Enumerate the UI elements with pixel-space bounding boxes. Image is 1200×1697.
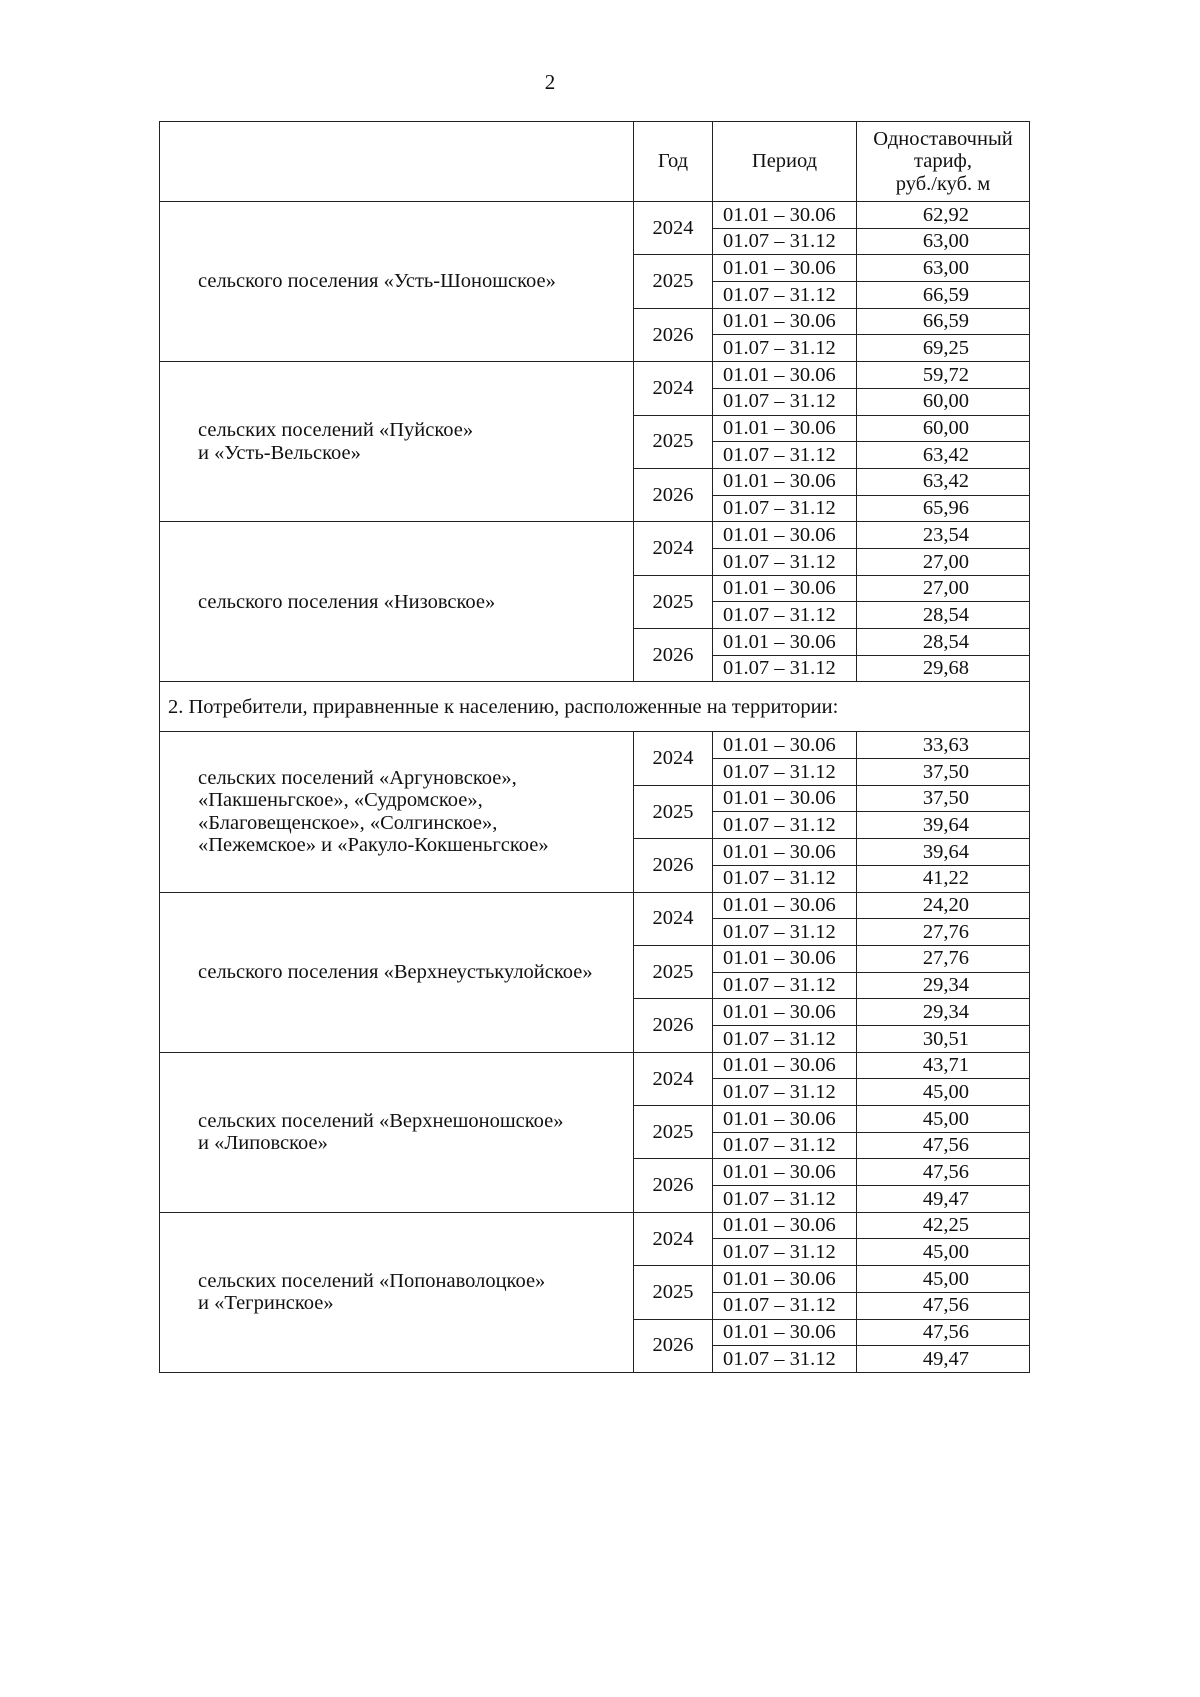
section-title: 2. Потребители, приравненные к населению, расположенные на территории: xyxy=(160,682,1030,732)
period-cell: 01.07 – 31.12 xyxy=(713,495,857,522)
table-row xyxy=(160,732,1030,759)
year-cell: 2024 xyxy=(634,362,713,415)
tariff-value-cell: 39,64 xyxy=(857,839,1030,866)
period-cell: 01.01 – 30.06 xyxy=(713,999,857,1026)
tariff-value-cell: 47,56 xyxy=(857,1319,1030,1346)
tariff-value-cell: 37,50 xyxy=(857,785,1030,812)
tariff-value-cell: 60,00 xyxy=(857,388,1030,415)
tariff-value-cell: 27,00 xyxy=(857,575,1030,602)
header-name-cell xyxy=(160,122,634,202)
period-cell: 01.07 – 31.12 xyxy=(713,972,857,999)
year-cell: 2024 xyxy=(634,892,713,945)
period-cell: 01.01 – 30.06 xyxy=(713,575,857,602)
year-cell: 2026 xyxy=(634,308,713,361)
settlement-name: сельского поселения «Усть-Шоношское» xyxy=(160,202,634,362)
tariff-value-cell: 27,76 xyxy=(857,919,1030,946)
period-cell: 01.07 – 31.12 xyxy=(713,655,857,682)
tariff-value-cell: 28,54 xyxy=(857,629,1030,656)
period-cell: 01.07 – 31.12 xyxy=(713,335,857,362)
period-cell: 01.07 – 31.12 xyxy=(713,1239,857,1266)
year-cell: 2024 xyxy=(634,1212,713,1265)
tariff-value-cell: 49,47 xyxy=(857,1186,1030,1213)
period-cell: 01.07 – 31.12 xyxy=(713,388,857,415)
year-cell: 2026 xyxy=(634,999,713,1052)
tariff-value-cell: 47,56 xyxy=(857,1292,1030,1319)
period-cell: 01.07 – 31.12 xyxy=(713,919,857,946)
period-cell: 01.07 – 31.12 xyxy=(713,228,857,255)
year-cell: 2024 xyxy=(634,1052,713,1105)
tariff-value-cell: 65,96 xyxy=(857,495,1030,522)
tariff-value-cell: 30,51 xyxy=(857,1025,1030,1052)
settlement-name: сельского поселения «Низовское» xyxy=(160,522,634,682)
period-cell: 01.01 – 30.06 xyxy=(713,1266,857,1293)
section-row xyxy=(160,682,1030,732)
tariff-value-cell: 24,20 xyxy=(857,892,1030,919)
tariff-value-cell: 49,47 xyxy=(857,1346,1030,1373)
year-cell: 2025 xyxy=(634,255,713,308)
tariff-table xyxy=(159,121,1030,1373)
period-cell: 01.01 – 30.06 xyxy=(713,629,857,656)
year-cell: 2025 xyxy=(634,1106,713,1159)
tariff-value-cell: 43,71 xyxy=(857,1052,1030,1079)
period-cell: 01.01 – 30.06 xyxy=(713,415,857,442)
tariff-value-cell: 28,54 xyxy=(857,602,1030,629)
table-row xyxy=(160,1212,1030,1239)
table-row xyxy=(160,362,1030,389)
year-cell: 2026 xyxy=(634,1159,713,1212)
tariff-value-cell: 45,00 xyxy=(857,1106,1030,1133)
period-cell: 01.01 – 30.06 xyxy=(713,202,857,229)
period-cell: 01.07 – 31.12 xyxy=(713,1132,857,1159)
year-cell: 2024 xyxy=(634,202,713,255)
tariff-value-cell: 42,25 xyxy=(857,1212,1030,1239)
tariff-value-cell: 63,42 xyxy=(857,442,1030,469)
tariff-value-cell: 45,00 xyxy=(857,1239,1030,1266)
table-header-row xyxy=(160,122,1030,202)
period-cell: 01.01 – 30.06 xyxy=(713,785,857,812)
tariff-value-cell: 23,54 xyxy=(857,522,1030,549)
period-cell: 01.07 – 31.12 xyxy=(713,548,857,575)
table-row xyxy=(160,1052,1030,1079)
tariff-value-cell: 47,56 xyxy=(857,1132,1030,1159)
period-cell: 01.07 – 31.12 xyxy=(713,1186,857,1213)
period-cell: 01.01 – 30.06 xyxy=(713,732,857,759)
period-cell: 01.07 – 31.12 xyxy=(713,1346,857,1373)
period-cell: 01.01 – 30.06 xyxy=(713,1319,857,1346)
table-row xyxy=(160,202,1030,229)
settlement-name: сельских поселений «Аргуновское», «Пакшеньгское», «Судромское», «Благовещенское», «Солгинское», «Пежемское» и «Ракуло-Кокшеньгское» xyxy=(160,732,634,892)
period-cell: 01.07 – 31.12 xyxy=(713,1025,857,1052)
year-cell: 2024 xyxy=(634,732,713,785)
tariff-value-cell: 29,34 xyxy=(857,999,1030,1026)
header-year: Год xyxy=(634,122,713,202)
settlement-name: сельских поселений «Попонаволоцкое» и «Тегринское» xyxy=(160,1212,634,1372)
table-row xyxy=(160,892,1030,919)
period-cell: 01.01 – 30.06 xyxy=(713,839,857,866)
period-cell: 01.07 – 31.12 xyxy=(713,759,857,786)
header-period: Период xyxy=(713,122,857,202)
period-cell: 01.01 – 30.06 xyxy=(713,945,857,972)
page-number: 2 xyxy=(544,70,556,94)
table-row xyxy=(160,522,1030,549)
period-cell: 01.01 – 30.06 xyxy=(713,255,857,282)
year-cell: 2024 xyxy=(634,522,713,575)
year-cell: 2026 xyxy=(634,468,713,521)
period-cell: 01.01 – 30.06 xyxy=(713,468,857,495)
year-cell: 2025 xyxy=(634,785,713,838)
tariff-value-cell: 69,25 xyxy=(857,335,1030,362)
tariff-value-cell: 47,56 xyxy=(857,1159,1030,1186)
settlement-name: сельского поселения «Верхнеустькулойское» xyxy=(160,892,634,1052)
tariff-value-cell: 33,63 xyxy=(857,732,1030,759)
period-cell: 01.07 – 31.12 xyxy=(713,1079,857,1106)
period-cell: 01.07 – 31.12 xyxy=(713,1292,857,1319)
period-cell: 01.07 – 31.12 xyxy=(713,812,857,839)
tariff-value-cell: 63,00 xyxy=(857,255,1030,282)
tariff-value-cell: 63,42 xyxy=(857,468,1030,495)
tariff-value-cell: 29,68 xyxy=(857,655,1030,682)
tariff-value-cell: 39,64 xyxy=(857,812,1030,839)
tariff-value-cell: 37,50 xyxy=(857,759,1030,786)
settlement-name: сельских поселений «Верхнешоношское» и «Липовское» xyxy=(160,1052,634,1212)
year-cell: 2026 xyxy=(634,629,713,682)
period-cell: 01.01 – 30.06 xyxy=(713,1159,857,1186)
period-cell: 01.01 – 30.06 xyxy=(713,308,857,335)
tariff-value-cell: 66,59 xyxy=(857,308,1030,335)
tariff-value-cell: 66,59 xyxy=(857,282,1030,309)
year-cell: 2025 xyxy=(634,945,713,998)
header-tariff: Одноставочный тариф, руб./куб. м xyxy=(857,122,1030,202)
tariff-value-cell: 62,92 xyxy=(857,202,1030,229)
period-cell: 01.07 – 31.12 xyxy=(713,602,857,629)
period-cell: 01.01 – 30.06 xyxy=(713,1212,857,1239)
period-cell: 01.01 – 30.06 xyxy=(713,362,857,389)
year-cell: 2025 xyxy=(634,575,713,628)
period-cell: 01.07 – 31.12 xyxy=(713,442,857,469)
tariff-value-cell: 59,72 xyxy=(857,362,1030,389)
period-cell: 01.01 – 30.06 xyxy=(713,1052,857,1079)
year-cell: 2026 xyxy=(634,1319,713,1372)
tariff-value-cell: 63,00 xyxy=(857,228,1030,255)
period-cell: 01.01 – 30.06 xyxy=(713,1106,857,1133)
tariff-value-cell: 45,00 xyxy=(857,1266,1030,1293)
tariff-value-cell: 29,34 xyxy=(857,972,1030,999)
year-cell: 2026 xyxy=(634,839,713,892)
period-cell: 01.07 – 31.12 xyxy=(713,282,857,309)
year-cell: 2025 xyxy=(634,415,713,468)
tariff-value-cell: 45,00 xyxy=(857,1079,1030,1106)
tariff-value-cell: 41,22 xyxy=(857,865,1030,892)
period-cell: 01.01 – 30.06 xyxy=(713,522,857,549)
period-cell: 01.07 – 31.12 xyxy=(713,865,857,892)
tariff-value-cell: 60,00 xyxy=(857,415,1030,442)
tariff-value-cell: 27,00 xyxy=(857,548,1030,575)
settlement-name: сельских поселений «Пуйское» и «Усть-Вельское» xyxy=(160,362,634,522)
tariff-value-cell: 27,76 xyxy=(857,945,1030,972)
period-cell: 01.01 – 30.06 xyxy=(713,892,857,919)
year-cell: 2025 xyxy=(634,1266,713,1319)
